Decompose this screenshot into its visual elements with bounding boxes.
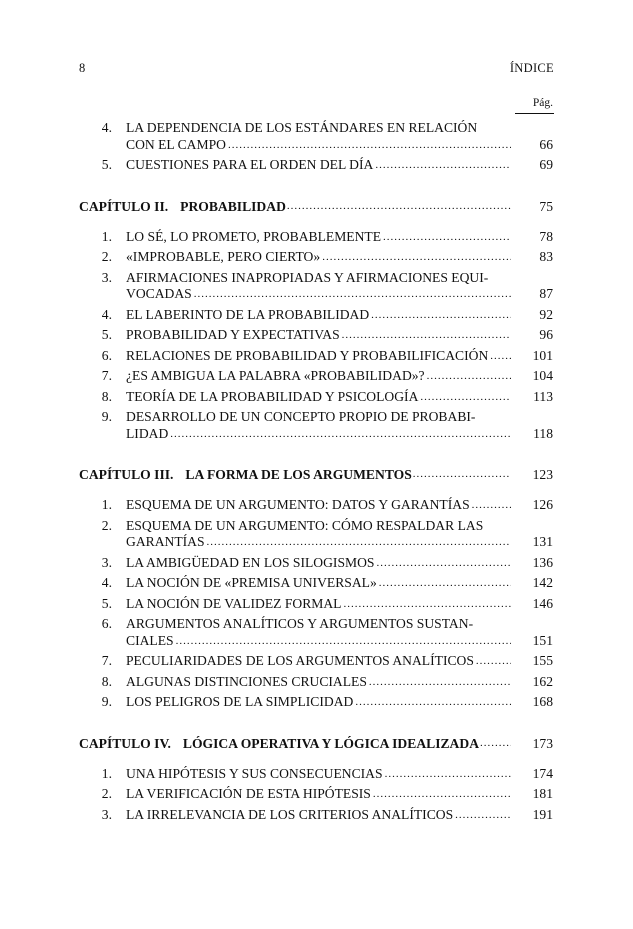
dot-leader [194, 286, 511, 303]
dot-leader [207, 534, 511, 551]
entry-title-line: ARGUMENTOS ANALÍTICOS Y ARGUMENTOS SUSTAN- [126, 616, 474, 631]
page-ref: 78 [539, 228, 553, 244]
toc-entry [0, 307, 633, 324]
dot-leader [322, 249, 511, 266]
entry-title-line: ESQUEMA DE UN ARGUMENTO: CÓMO RESPALDAR LAS [126, 517, 484, 533]
page-ref: 69 [539, 157, 553, 172]
page-ref: 191 [532, 806, 553, 822]
dot-leader [371, 307, 511, 324]
page-ref: 151 [532, 632, 553, 648]
page-ref: 101 [532, 347, 553, 363]
entry-number: 4. [101, 120, 112, 135]
entry-number: 5. [101, 595, 112, 611]
dot-leader [375, 157, 511, 174]
dot-leader [455, 807, 511, 824]
page-ref: 126 [532, 497, 553, 512]
dot-leader [427, 368, 511, 385]
dot-leader [472, 497, 511, 514]
entry-title-line: LA VERIFICACIÓN DE ESTA HIPÓTESIS [126, 786, 371, 801]
chapter-title: LÓGICA OPERATIVA Y LÓGICA IDEALIZADA [182, 735, 480, 751]
entry-title-line: PROBABILIDAD Y EXPECTATIVAS [126, 327, 340, 342]
toc-entry [0, 270, 633, 303]
dot-leader [413, 466, 511, 483]
dot-leader [420, 389, 511, 406]
page-ref: 83 [539, 249, 553, 264]
dot-leader [369, 674, 511, 691]
page-ref: 96 [539, 327, 553, 342]
toc-entry [0, 497, 633, 514]
page-ref: 118 [533, 425, 553, 441]
entry-title-line: ESQUEMA DE UN ARGUMENTO: DATOS Y GARANTÍAS [126, 497, 470, 512]
entry-title-line: RELACIONES DE PROBABILIDAD Y PROBABILIFICACIÓN [126, 347, 489, 363]
page-ref: 113 [533, 388, 553, 404]
toc-entry [0, 807, 633, 824]
entry-number: 7. [101, 368, 112, 383]
toc-entry [0, 327, 633, 344]
entry-title-line: CIALES [126, 632, 174, 648]
entry-title-line: CUESTIONES PARA EL ORDEN DEL DÍA [126, 157, 374, 172]
dot-leader [490, 348, 511, 365]
toc-entry [0, 409, 633, 442]
page-ref: 155 [532, 653, 553, 668]
toc-entry [0, 229, 633, 246]
toc-chapter [0, 466, 633, 483]
toc-entry [0, 694, 633, 711]
entry-title-line: EL LABERINTO DE LA PROBABILIDAD [126, 306, 370, 322]
page-ref: 173 [532, 735, 553, 751]
page-number: 8 [79, 61, 86, 75]
entry-number: 2. [101, 517, 112, 533]
entry-title-line: LO SÉ, LO PROMETO, PROBABLEMENTE [126, 228, 382, 244]
dot-leader [476, 653, 511, 670]
page-ref: 162 [532, 673, 553, 689]
entry-number: 4. [101, 575, 112, 590]
page-ref: 142 [532, 575, 553, 590]
entry-title-line: CON EL CAMPO [126, 136, 226, 152]
toc-chapter [0, 735, 633, 752]
entry-title-line: LA NOCIÓN DE «PREMISA UNIVERSAL» [126, 575, 377, 590]
page-column-rule [515, 113, 554, 114]
toc-entry [0, 674, 633, 691]
entry-number: 2. [101, 249, 112, 264]
dot-leader [383, 229, 511, 246]
toc-entry [0, 389, 633, 406]
page-ref: 174 [532, 765, 553, 781]
page-ref: 87 [539, 286, 553, 301]
dot-leader [287, 198, 511, 215]
chapter-label: CAPÍTULO II. [79, 198, 169, 214]
entry-number: 8. [101, 673, 112, 689]
entry-title-line: LOS PELIGROS DE LA SIMPLICIDAD [126, 694, 354, 709]
chapter-title: LA FORMA DE LOS ARGUMENTOS [185, 467, 412, 482]
chapter-label: CAPÍTULO IV. [79, 735, 171, 751]
entry-number: 2. [101, 786, 112, 801]
entry-number: 5. [101, 327, 112, 342]
page-ref: 75 [539, 198, 553, 214]
toc-entry [0, 786, 633, 803]
entry-title-line: ¿ES AMBIGUA LA PALABRA «PROBABILIDAD»? [126, 368, 425, 383]
entry-number: 8. [101, 388, 112, 404]
dot-leader [342, 327, 511, 344]
page-ref: 131 [532, 534, 553, 549]
dot-leader [355, 694, 511, 711]
page-ref: 168 [532, 694, 553, 709]
entry-number: 3. [101, 554, 112, 570]
entry-number: 1. [101, 765, 112, 781]
entry-title-line: AFIRMACIONES INAPROPIADAS Y AFIRMACIONES EQUI- [126, 269, 489, 285]
page-column-label: Pág. [532, 97, 553, 109]
entry-number: 9. [101, 694, 112, 709]
toc-chapter [0, 198, 633, 215]
entry-number: 3. [101, 806, 112, 822]
page-ref: 104 [532, 368, 553, 383]
entry-title-line: GARANTÍAS [126, 534, 205, 549]
toc-entry [0, 368, 633, 385]
entry-title-line: DESARROLLO DE UN CONCEPTO PROPIO DE PROBABI- [126, 409, 476, 424]
chapter-label: CAPÍTULO III. [79, 467, 174, 482]
entry-number: 3. [101, 269, 112, 285]
toc-entry [0, 616, 633, 649]
dot-leader [376, 555, 511, 572]
dot-leader [480, 735, 511, 752]
entry-number: 1. [101, 497, 112, 512]
entry-number: 5. [101, 157, 112, 172]
toc-entry [0, 348, 633, 365]
entry-title-line: LA DEPENDENCIA DE LOS ESTÁNDARES EN RELACIÓN [126, 120, 478, 135]
dot-leader [385, 766, 511, 783]
toc-entry [0, 555, 633, 572]
table-of-contents [0, 120, 633, 823]
page-ref: 123 [532, 467, 553, 482]
entry-title-line: UNA HIPÓTESIS Y SUS CONSECUENCIAS [126, 765, 383, 781]
entry-number: 6. [101, 347, 112, 363]
entry-title-line: LA NOCIÓN DE VALIDEZ FORMAL [126, 595, 342, 611]
toc-entry [0, 120, 633, 153]
toc-entry [0, 157, 633, 174]
entry-title-line: LIDAD [126, 425, 169, 441]
entry-title-line: ALGUNAS DISTINCIONES CRUCIALES [126, 673, 367, 689]
dot-leader [176, 633, 511, 650]
entry-number: 9. [101, 409, 112, 424]
page-ref: 92 [539, 306, 553, 322]
entry-number: 1. [101, 228, 112, 244]
chapter-title: PROBABILIDAD [180, 198, 286, 214]
entry-number: 7. [101, 653, 112, 668]
entry-title-line: «IMPROBABLE, PERO CIERTO» [126, 249, 321, 264]
dot-leader [170, 426, 511, 443]
entry-title-line: PECULIARIDADES DE LOS ARGUMENTOS ANALÍTICOS [126, 653, 474, 668]
page-ref: 66 [539, 136, 553, 152]
entry-title-line: VOCADAS [126, 286, 192, 301]
toc-entry [0, 518, 633, 551]
toc-entry [0, 575, 633, 592]
page-ref: 181 [532, 786, 553, 801]
toc-entry [0, 596, 633, 613]
entry-number: 6. [101, 616, 112, 631]
entry-number: 4. [101, 306, 112, 322]
dot-leader [228, 137, 511, 154]
page-ref: 136 [532, 554, 553, 570]
running-head: ÍNDICE [509, 61, 554, 75]
dot-leader [373, 786, 511, 803]
toc-entry [0, 249, 633, 266]
toc-entry [0, 653, 633, 670]
page-ref: 146 [532, 595, 553, 611]
toc-entry [0, 766, 633, 783]
entry-title-line: LA AMBIGÜEDAD EN LOS SILOGISMOS [126, 554, 375, 570]
dot-leader [344, 596, 512, 613]
entry-title-line: LA IRRELEVANCIA DE LOS CRITERIOS ANALÍTICOS [126, 806, 454, 822]
dot-leader [379, 575, 511, 592]
entry-title-line: TEORÍA DE LA PROBABILIDAD Y PSICOLOGÍA [126, 388, 419, 404]
